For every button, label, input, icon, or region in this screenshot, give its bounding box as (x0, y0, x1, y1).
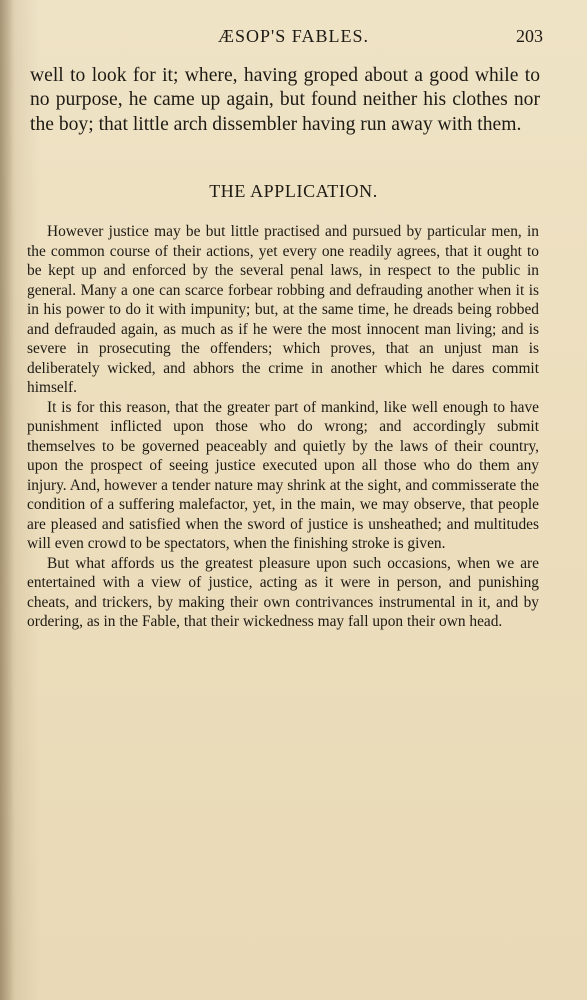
running-title: ÆSOP'S FABLES. (218, 26, 369, 46)
fable-continuation (30, 64, 540, 137)
application-paragraph-3: But what affords us the greatest pleasure upon such occasions, when we are entertained with a view of justice, acting as it were in person, and punishing cheats, and trickers, by making their own contrivances instrumental in it, and by ordering, as in the Fable, that their wickedness may fall upon their own head. (27, 554, 539, 630)
section-heading: THE APPLICATION. (209, 181, 378, 201)
page-number: 203 (516, 26, 543, 46)
application-paragraph-1: However justice may be but little practised and pursued by particular men, in the common course of their actions, yet every one readily agrees, that it ought to be kept up and enforced by the several penal laws, in respect to the public in general. Many a one can scarce forbear robbing and defrauding another when it is in his power to do it with impunity; but, at the same time, he dreads being robbed and defrauded again, as much as if he were the most innocent man living; and is severe in prosecuting the offenders; which proves, that an unjust man is deliberately wicked, and abhors the crime in another which he dares commit himself. (27, 223, 539, 396)
spine-shadow (0, 0, 14, 1000)
continuation-paragraph: well to look for it; where, having groped about a good while to no purpose, he came up again, but found neither his clothes nor the boy; that little arch dissembler having run away with them. (30, 65, 540, 135)
running-head (0, 26, 587, 50)
application-paragraph-2: It is for this reason, that the greater part of mankind, like well enough to have punishment inflicted upon those who do wrong; and accordingly submit themselves to be governed peaceably and quietly by the laws of their country, upon the prospect of seeing justice executed upon all those who do them any injury. And, however a tender nature may shrink at the sight, and commisserate the condition of a suffering malefactor, yet, in the main, we may observe, that people are pleased and satisfied when the sword of justice is unsheathed; and multitudes will even crowd to be spectators, when the finishing stroke is given. (27, 398, 539, 552)
application-text (27, 222, 539, 632)
